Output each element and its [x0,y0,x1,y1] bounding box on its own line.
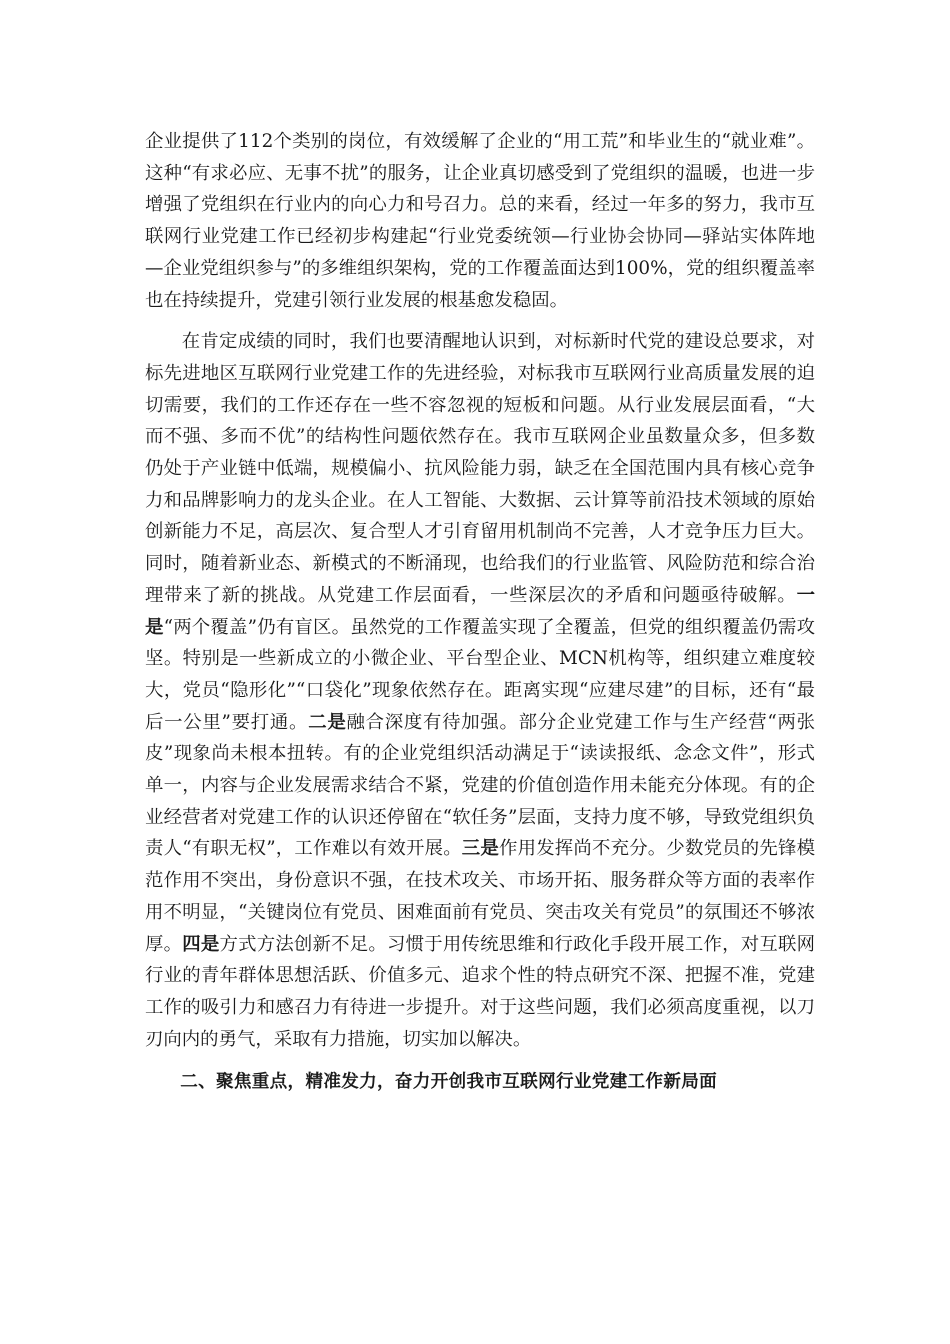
document-page [145,126,815,1099]
paragraph-2-text-2: “两个覆盖”仍有盲区。虽然党的工作覆盖实现了全覆盖，但党的组织覆盖仍需攻坚。特别是一些新成立的小微企业、平台型企业、MCN机构等，组织建立难度较大，党员“隐形化”“口袋化”现象依然存在。距离实现“应建尽建”的目标，还有“最后一公里”要打通。 [145,616,815,733]
section-heading-2: 二、聚焦重点，精准发力，奋力开创我市互联网行业党建工作新局面 [180,1072,718,1093]
paragraph-2-text-5: 方式方法创新不足。习惯于用传统思维和行政化手段开展工作，对互联网行业的青年群体思想活跃、价值多元、追求个性的特点研究不深、把握不准，党建工作的吸引力和感召力有待进一步提升。对于这些问题，我们必须高度重视，以刀刃向内的勇气，采取有力措施，切实加以解决。 [145,933,815,1050]
point-one-label: 一是 [145,584,815,638]
point-two-label: 二是 [308,711,347,733]
paragraph-1: 企业提供了112个类别的岗位，有效缓解了企业的“用工荒”和毕业生的“就业难”。这种“有求必应、无事不扰”的服务，让企业真切感受到了党组织的温暖，也进一步增强了党组织在行业内的向心力和号召力。总的来看，经过一年多的努力，我市互联网行业党建工作已经初步构建起“行业党委统领—行业协会协同—驿站实体阵地—企业党组织参与”的多维组织架构，党的工作覆盖面达到100%，党的组织覆盖率也在持续提升，党建引领行业发展的根基愈发稳固。 [145,131,815,311]
paragraph-2-text-3: 融合深度有待加强。部分企业党建工作与生产经营“两张皮”现象尚未根本扭转。有的企业党组织活动满足于“读读报纸、念念文件”，形式单一，内容与企业发展需求结合不紧，党建的价值创造作用未能充分体现。有的企业经营者对党建工作的认识还停留在“软任务”层面，支持力度不够，导致党组织负责人“有职无权”，工作难以有效开展。 [145,711,815,860]
paragraph-2-text-4: 作用发挥尚不充分。少数党员的先锋模范作用不突出，身份意识不强，在技术攻关、市场开拓、服务群众等方面的表率作用不明显，“关键岗位有党员、困难面前有党员、突击攻关有党员”的氛围还不够浓厚。 [145,838,815,955]
point-three-label: 三是 [461,838,499,860]
point-four-label: 四是 [182,933,220,955]
paragraph-2-text-1: 在肯定成绩的同时，我们也要清醒地认识到，对标新时代党的建设总要求，对标先进地区互联网行业党建工作的先进经验，对标我市互联网行业高质量发展的迫切需要，我们的工作还存在一些不容忽视的短板和问题。从行业发展层面看，“大而不强、多而不优”的结构性问题依然存在。我市互联网企业虽数量众多，但多数仍处于产业链中低端，规模偏小、抗风险能力弱，缺乏在全国范围内具有核心竞争力和品牌影响力的龙头企业。在人工智能、大数据、云计算等前沿技术领域的原始创新能力不足，高层次、复合型人才引育留用机制尚不完善，人才竞争压力巨大。同时，随着新业态、新模式的不断涌现，也给我们的行业监管、风险防范和综合治理带来了新的挑战。从党建工作层面看，一些深层次的矛盾和问题亟待破解。 [145,331,815,606]
paragraph-2 [145,326,815,1055]
